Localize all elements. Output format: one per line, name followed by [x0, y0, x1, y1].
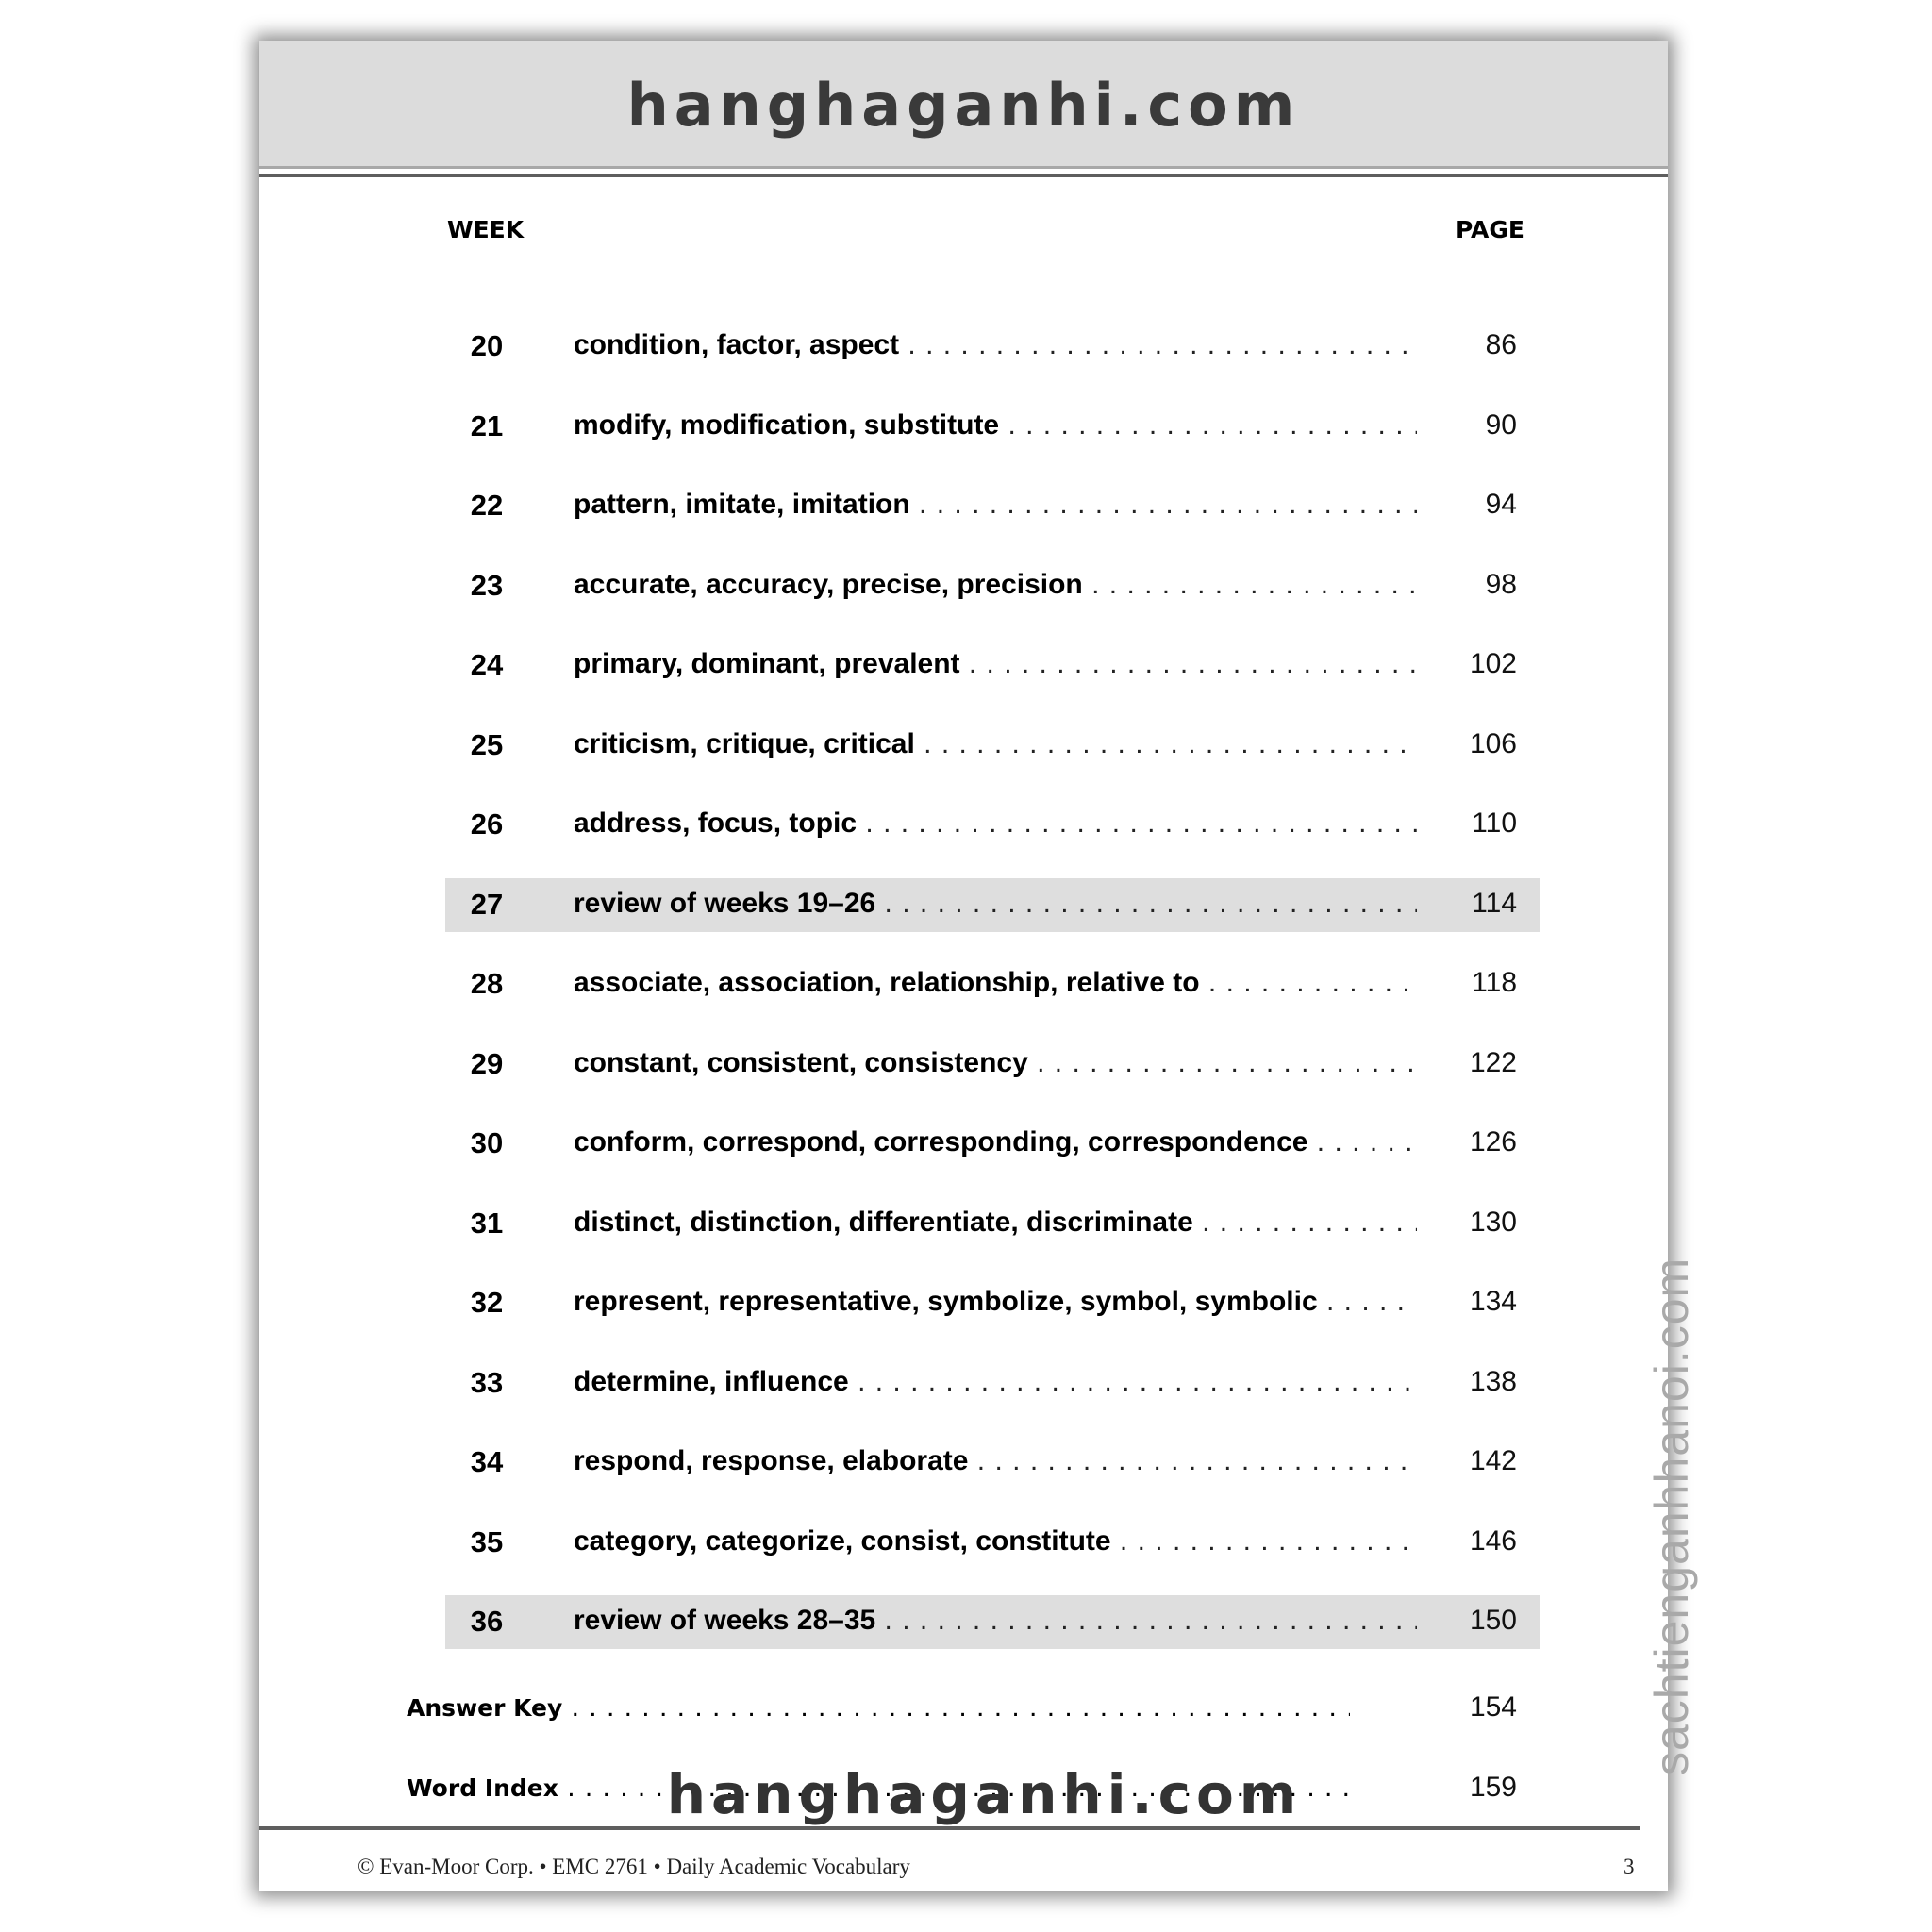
week-number: 21: [470, 408, 504, 442]
toc-row: [445, 1117, 1540, 1171]
toc-row: [445, 1038, 1540, 1091]
week-number: 28: [470, 967, 504, 1000]
topic-words: determine, influence . . .: [574, 1366, 1417, 1398]
toc-row: [445, 400, 1540, 454]
footer-page-number: 3: [1624, 1855, 1635, 1878]
word-index-label: Word Index . . .: [407, 1772, 1350, 1804]
page-column-heading: PAGE: [1456, 216, 1524, 243]
week-number: 30: [470, 1126, 504, 1159]
week-number: 36: [470, 1605, 504, 1638]
footer-rule: [259, 1826, 1640, 1830]
week-number: 25: [470, 727, 504, 761]
toc-row: [445, 1357, 1540, 1410]
page-number: 118: [1455, 967, 1517, 999]
week-number: 22: [470, 489, 504, 522]
page-number: 98: [1455, 569, 1517, 601]
week-number: 20: [470, 329, 504, 362]
toc-row: [445, 559, 1540, 613]
week-number: 32: [470, 1286, 504, 1319]
topic-words: review of weeks 19–26 . . .: [574, 888, 1417, 920]
topic-words: category, categorize, consist, constitute . . .: [574, 1525, 1417, 1557]
toc-row: [445, 1197, 1540, 1251]
page-number: 142: [1455, 1445, 1517, 1477]
bottom-watermark: hanghaganhi.com: [666, 1762, 1303, 1826]
page-number: 126: [1455, 1126, 1517, 1158]
week-number: 35: [470, 1524, 504, 1558]
page-number: 150: [1455, 1605, 1517, 1637]
page-number: 110: [1455, 808, 1517, 840]
footer-copyright: © Evan-Moor Corp. • EMC 2761 • Daily Academic Vocabulary: [358, 1855, 910, 1878]
topic-words: respond, response, elaborate . . .: [574, 1445, 1417, 1477]
page-number: 138: [1455, 1366, 1517, 1398]
page-number: 106: [1455, 728, 1517, 760]
document-page: [259, 41, 1668, 1891]
topic-words: criticism, critique, critical . . .: [574, 728, 1417, 760]
toc-row: [445, 1595, 1540, 1649]
toc-row: [445, 320, 1540, 374]
page-number: 134: [1455, 1286, 1517, 1318]
week-number: 26: [470, 808, 504, 841]
topic-words: conform, correspond, corresponding, correspondence . . .: [574, 1126, 1417, 1158]
answer-key-page: 154: [1464, 1691, 1517, 1724]
page-number: 122: [1455, 1047, 1517, 1079]
toc-row: [445, 878, 1540, 932]
answer-key-entry: [407, 1686, 1517, 1733]
week-number: 29: [470, 1046, 504, 1080]
topic-words: primary, dominant, prevalent . . .: [574, 648, 1417, 680]
week-number: 31: [470, 1206, 504, 1240]
toc-row: [445, 1276, 1540, 1330]
toc-row: [445, 479, 1540, 533]
week-number: 33: [470, 1365, 504, 1399]
page-number: 86: [1455, 329, 1517, 361]
header-band: [259, 41, 1668, 169]
topic-words: constant, consistent, consistency . . .: [574, 1047, 1417, 1079]
toc-row: [445, 639, 1540, 692]
page-number: 114: [1455, 888, 1517, 920]
topic-words: associate, association, relationship, relative to . . .: [574, 967, 1417, 999]
topic-words: pattern, imitate, imitation . . .: [574, 489, 1417, 521]
topic-words: condition, factor, aspect . . .: [574, 329, 1417, 361]
page-number: 90: [1455, 409, 1517, 441]
toc-row: [445, 958, 1540, 1011]
header-rule: [259, 174, 1668, 177]
toc-row: [445, 719, 1540, 773]
page-number: 102: [1455, 648, 1517, 680]
topic-words: represent, representative, symbolize, symbol, symbolic . . .: [574, 1286, 1417, 1318]
topic-words: accurate, accuracy, precise, precision . . .: [574, 569, 1417, 601]
week-number: 27: [470, 887, 504, 921]
week-number: 24: [470, 648, 504, 681]
topic-words: address, focus, topic . . .: [574, 808, 1417, 840]
topic-words: review of weeks 28–35 . . .: [574, 1605, 1417, 1637]
page-number: 94: [1455, 489, 1517, 521]
toc-row: [445, 798, 1540, 852]
week-column-heading: WEEK: [447, 216, 525, 243]
topic-words: distinct, distinction, differentiate, discriminate . . .: [574, 1207, 1417, 1239]
week-number: 23: [470, 568, 504, 602]
toc-row: [445, 1516, 1540, 1570]
header-watermark: hanghaganhi.com: [626, 71, 1301, 140]
answer-key-label: Answer Key . . .: [407, 1691, 1350, 1724]
word-index-page: 159: [1464, 1772, 1517, 1804]
week-number: 34: [470, 1445, 504, 1478]
toc-row: [445, 1436, 1540, 1490]
side-watermark: sachtienganhhanoi.com: [1645, 1257, 1698, 1775]
page-number: 130: [1455, 1207, 1517, 1239]
page-number: 146: [1455, 1525, 1517, 1557]
topic-words: modify, modification, substitute . . .: [574, 409, 1417, 441]
